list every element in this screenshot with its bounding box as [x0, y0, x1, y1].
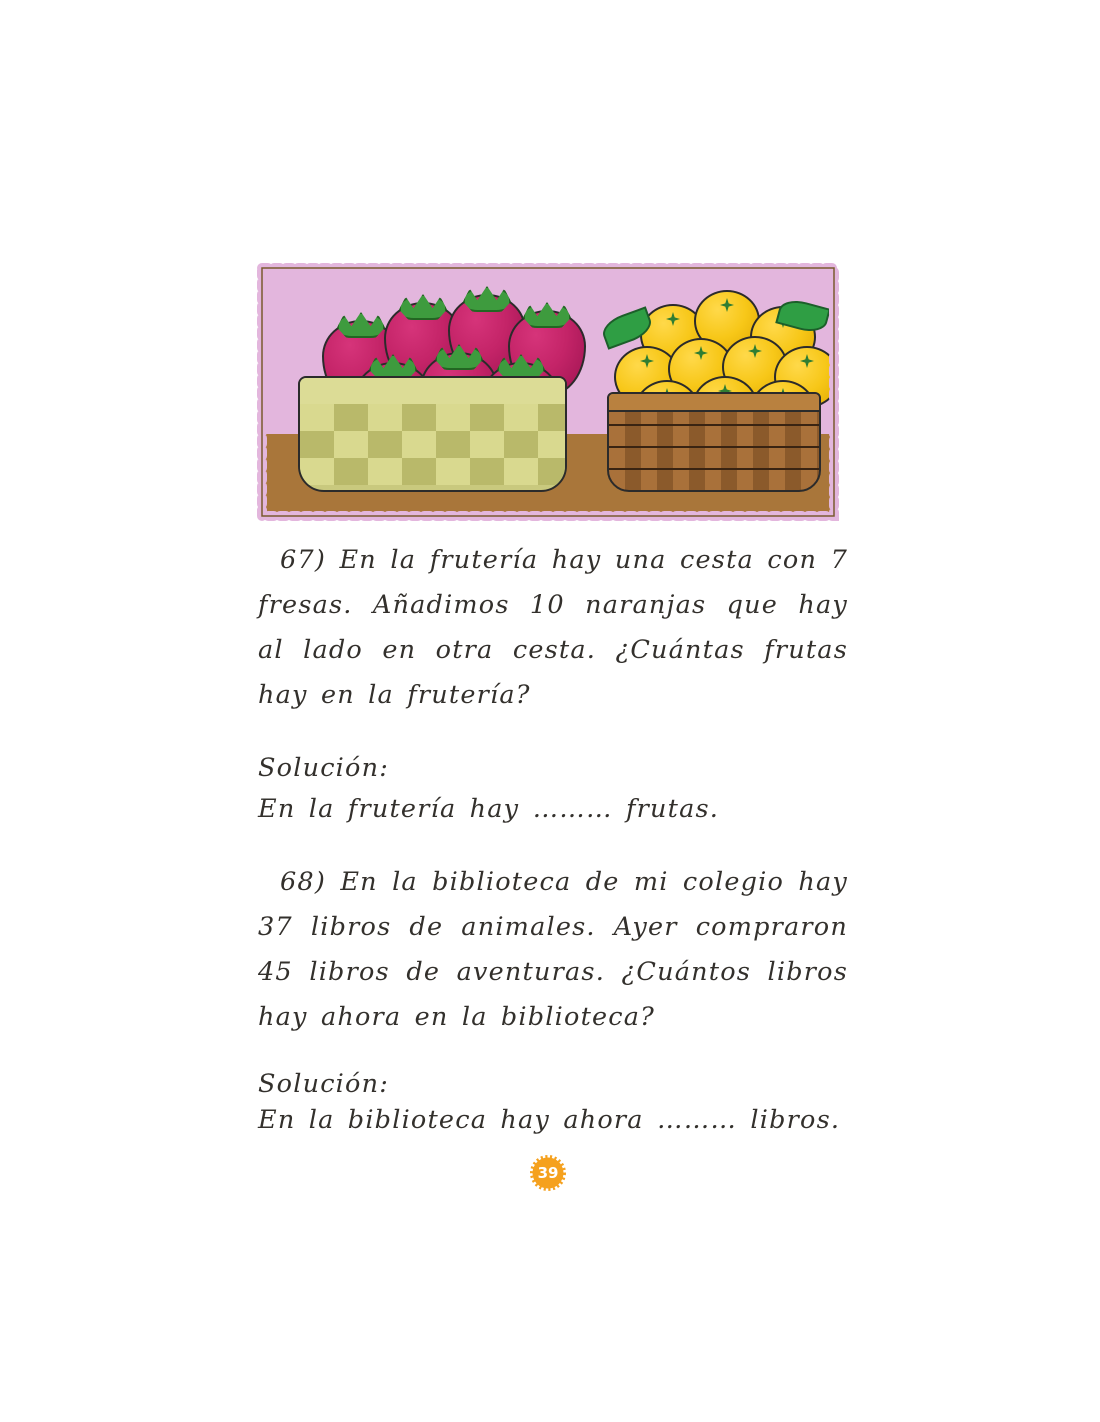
exercise-68-solution-label: Solución: [258, 1069, 390, 1099]
page-number-text: 39 [537, 1164, 559, 1182]
basket-weave [609, 468, 819, 470]
exercise-68-statement: 68) En la biblioteca de mi colegio hay 37 libros de animales. Ayer compraron 45 libros de aventuras. ¿Cuántos libros hay ahora en la biblioteca? [258, 867, 848, 1032]
basket-weave [300, 404, 565, 433]
basket-weave [300, 431, 565, 460]
exercise-68-solution-line[interactable]: En la biblioteca hay ahora ……… libros. [258, 1105, 841, 1135]
fruit-baskets-illustration [262, 268, 834, 516]
basket-rim [607, 392, 821, 412]
basket-weave [609, 446, 819, 448]
orange-basket [607, 392, 821, 492]
exercise-67-statement: 67) En la frutería hay una cesta con 7 fresas. Añadimos 10 naranjas que hay al lado en otra cesta. ¿Cuántas frutas hay en la frutería? [258, 545, 848, 710]
exercise-67-solution-line[interactable]: En la frutería hay ……… frutas. [258, 794, 720, 824]
basket-weave [300, 458, 565, 485]
illustration-frame [262, 268, 834, 516]
exercise-67-solution-label: Solución: [258, 753, 390, 783]
strawberry-basket [298, 376, 567, 492]
basket-weave [609, 424, 819, 426]
page-number-badge [527, 1152, 569, 1194]
